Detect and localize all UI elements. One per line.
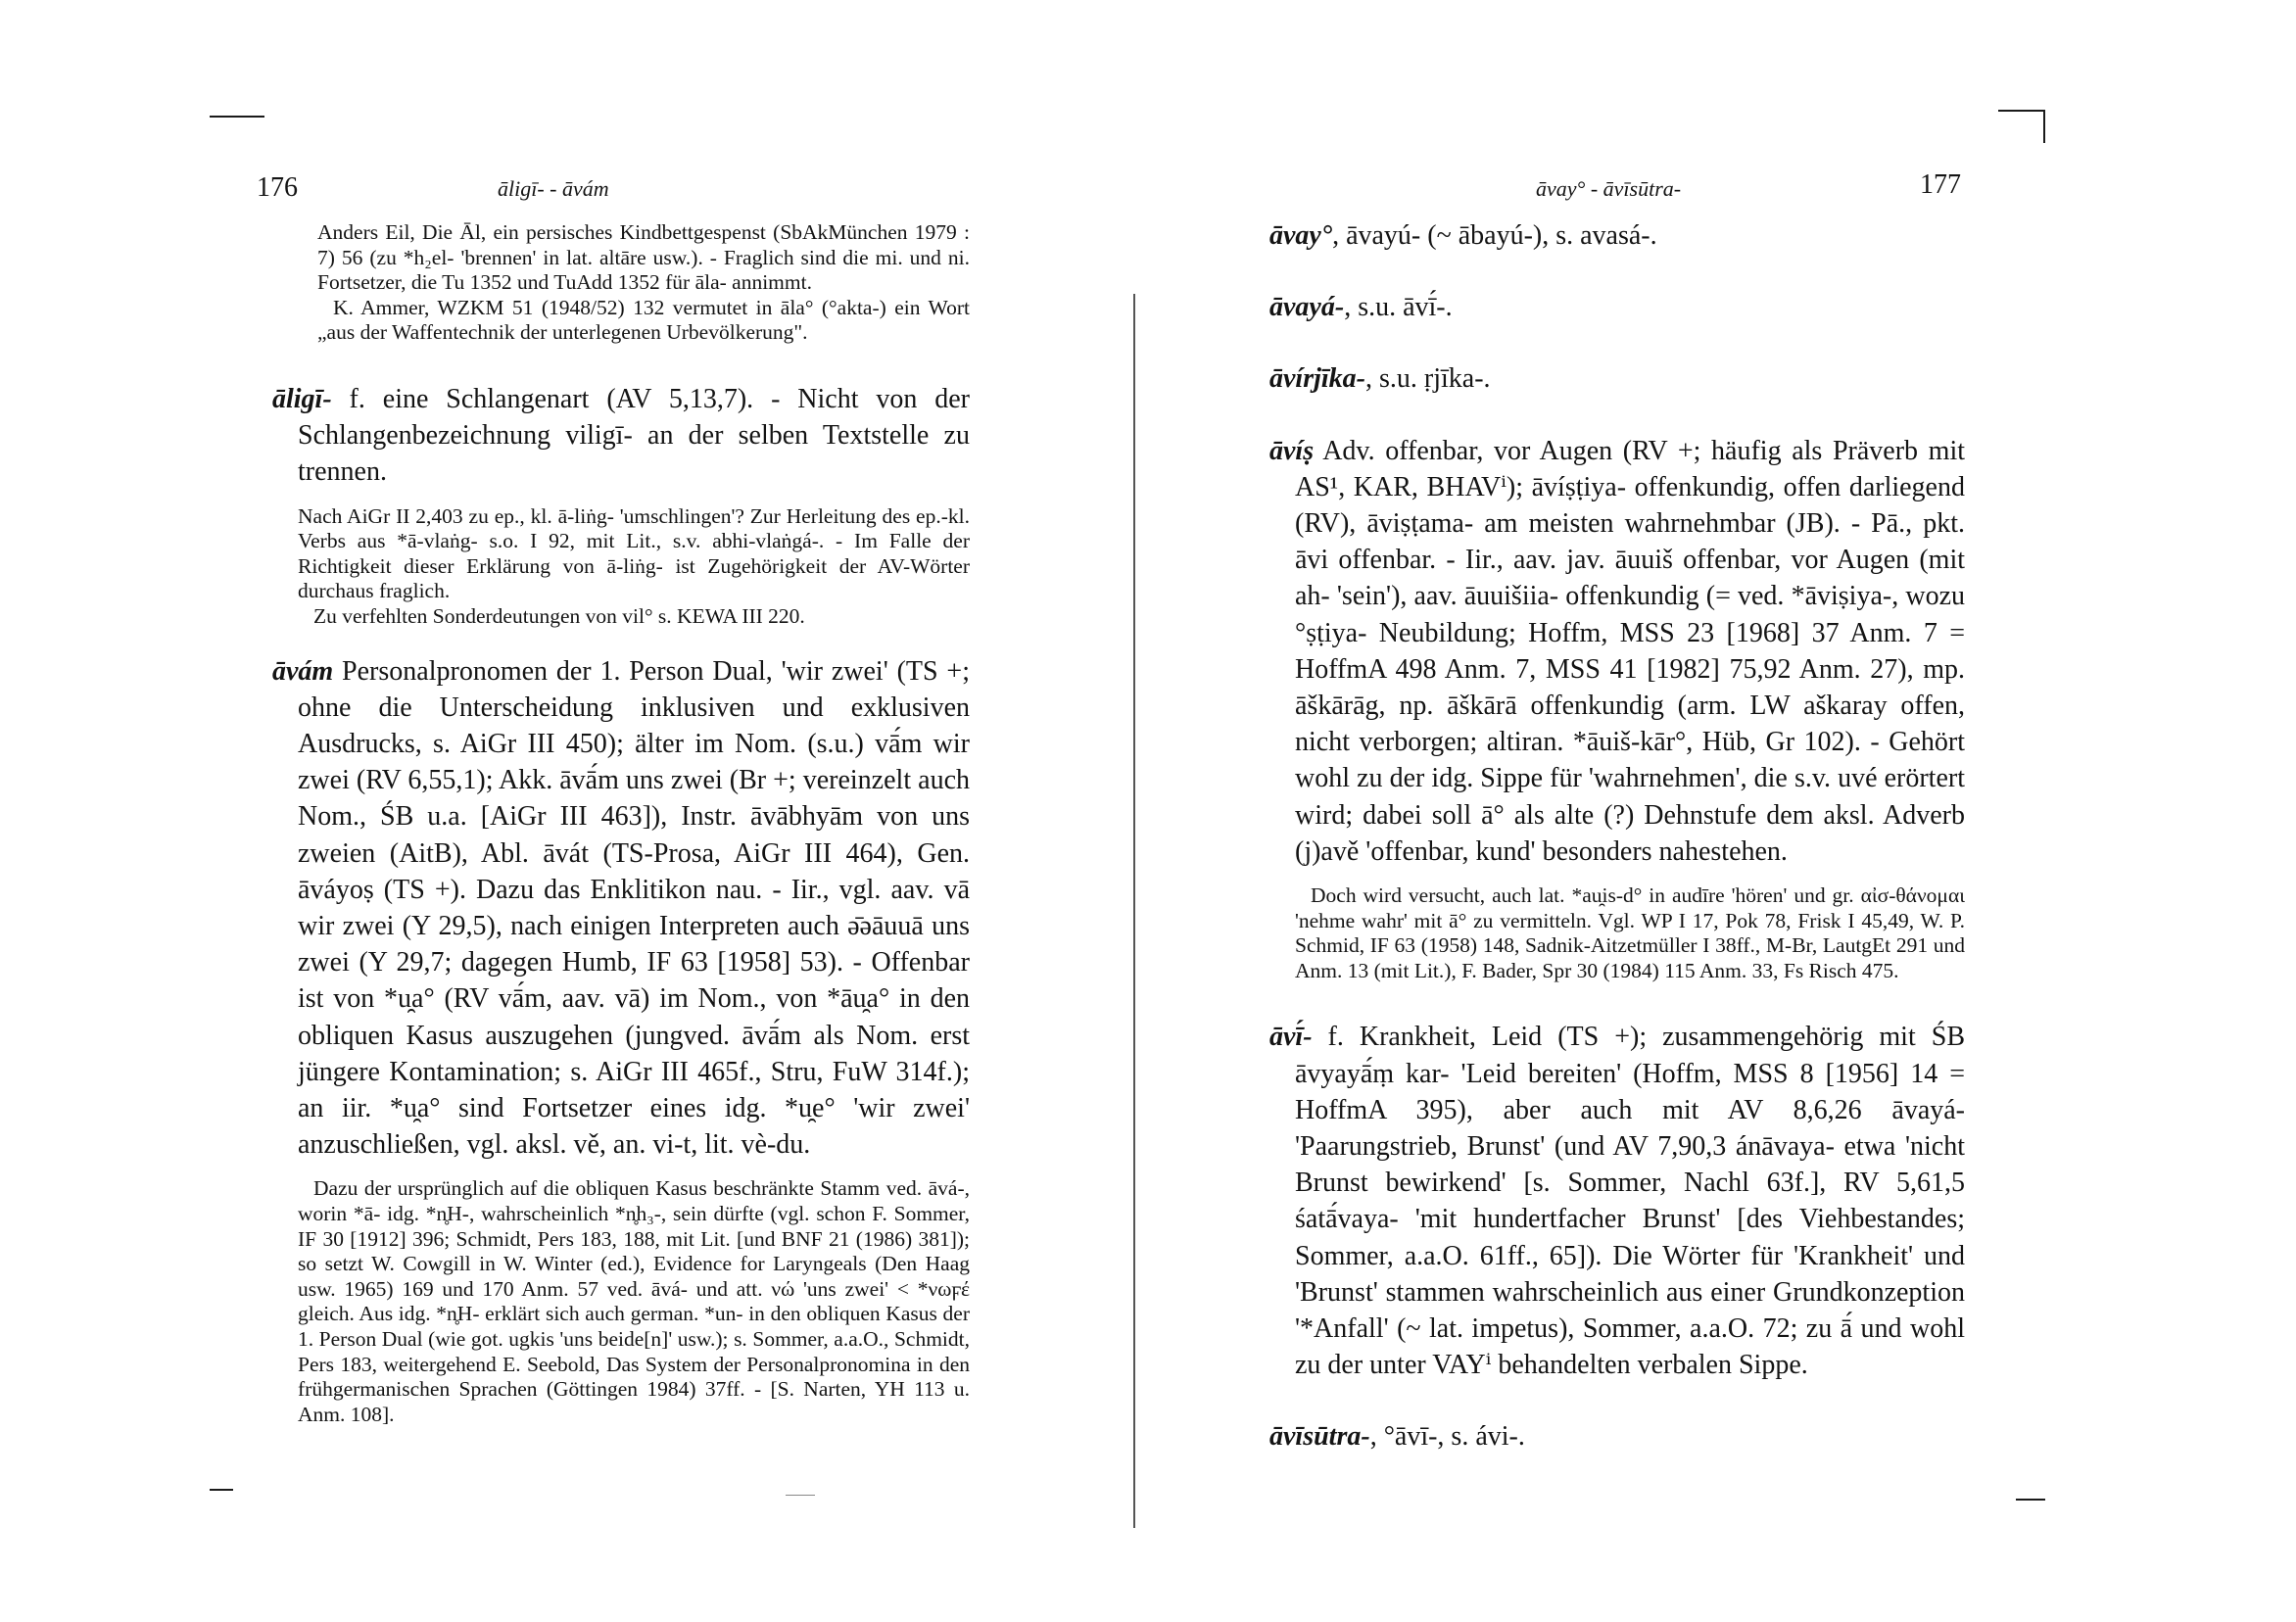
headword: āvírjīka-	[1269, 363, 1365, 395]
aligi-note-1: Nach AiGr II 2,403 zu ep., kl. ā-liṅg- 'umschlingen'? Zur Herleitung des ep.-kl. Verbs aus *ā-vlaṅg- s.o. I 92, mit Lit., s.v. abhi-vlaṅgá-. - Im Falle der Richtigkeit dieser Erklärung von ā-liṅg- ist Zugehörigkeit der AV-Wörter durchaus fraglich.	[298, 503, 970, 603]
headword: āvíṣ	[1269, 435, 1315, 466]
entry-avam	[272, 653, 970, 1164]
entry-text: , s.u. ṛjīka-.	[1365, 363, 1491, 395]
right-page	[1136, 0, 2296, 1622]
intro-note-1: Anders Eil, Die Āl, ein persisches Kindbettgespenst (SbAkMünchen 1979 : 7) 56 (zu *h₂el- 'brennen' in lat. altāre usw.). - Fraglich sind die mi. und ni. Fortsetzer, die Tu 1352 und TuAdd 1352 für āla- annimmt.	[317, 220, 970, 295]
headword: āligī-	[272, 383, 332, 414]
crop-mark	[786, 1495, 815, 1496]
headword: āvīsūtra-	[1269, 1421, 1370, 1453]
headword: āvám	[272, 655, 334, 687]
page-number: 177	[1920, 169, 1961, 200]
left-text-column	[272, 220, 970, 1427]
crop-mark	[1998, 110, 2045, 112]
entry-avay	[1269, 217, 1965, 254]
entry-avis	[1269, 433, 1965, 870]
right-text-column	[1269, 217, 1965, 1455]
entry-text: Adv. offenbar, vor Augen (RV +; häufig als Präverb mit AS¹, KAR, BHAVⁱ); āvíṣṭiya- offenkundig, offen darliegend (RV), āviṣṭama- am meisten wahrnehmbar (JB). - Pā., pkt. āvi offenbar. - Iir., aav. jav. āuuiš offenbar, vor Augen (mit ah- 'sein'), aav. āuuišiia- offenkundig (= ved. *āviṣiya-, wozu °ṣṭiya- Neubildung; Hoffm, MSS 23 [1968] 37 Anm. 7 = HoffmA 498 Anm. 7, MSS 41 [1982] 75,92 Anm. 27), mp. āškārāg, np. āškārā offenkundig (arm. LW aškaray offen, nicht verborgen; altiran. *āuiš-kār°, Hüb, Gr 102). - Gehört wohl zu der idg. Sippe für 'wahrnehmen', die s.v. uvé erörtert wird; dabei soll ā° als alte (?) Dehnstufe dem aksl. Adverb (j)avě 'offenbar, kund' besonders nahestehen.	[1295, 435, 1965, 867]
entry-avirjika	[1269, 360, 1965, 397]
entry-text: , °āvī-, s. ávi-.	[1369, 1421, 1525, 1453]
avis-note: Doch wird versucht, auch lat. *au̯is-d° in audīre 'hören' und gr. αἰσ-θάνομαι 'nehme wahr' mit ā° zu vermitteln. Vgl. WP I 17, Pok 78, Frisk I 45,49, W. P. Schmid, IF 63 (1958) 148, Sadnik-Aitzetmüller I 38ff., M-Br, LautgEt 291 und Anm. 13 (mit Lit.), F. Bader, Spr 30 (1984) 115 Anm. 33, Fs Risch 475.	[1295, 883, 1965, 982]
gutter-line	[1133, 294, 1135, 1528]
entry-avaya	[1269, 289, 1965, 325]
page-number: 176	[257, 172, 298, 203]
crop-mark	[210, 1489, 233, 1491]
crop-mark	[2043, 110, 2045, 143]
avam-note: Dazu der ursprünglich auf die obliquen Kasus beschränkte Stamm ved. āvá-, worin *ā- idg. *n̥H-, wahrscheinlich *n̥h₃-, sein dürfte (vgl. schon F. Sommer, IF 30 [1912] 396; Schmidt, Pers 183, 188, mit Lit. [und BNF 21 (1986) 381]); so setzt W. Cowgill in W. Winter (ed.), Evidence for Laryngeals (Den Haag usw. 1965) 169 und 170 Anm. 57 ved. āvá- und att. νώ 'uns zwei' < *νωϝέ gleich. Aus idg. *n̥H- erklärt sich auch german. *un- in den obliquen Kasus der 1. Person Dual (wie got. ugkis 'uns beide[n]' usw.); s. Sommer, a.a.O., Schmidt, Pers 183, weitergehend E. Seebold, Das System der Personalpronomina in den frühgermanischen Sprachen (Göttingen 1984) 37ff. - [S. Narten, YH 113 u. Anm. 108].	[298, 1176, 970, 1426]
running-head: āligī- - āvám	[498, 176, 609, 201]
crop-mark	[210, 116, 264, 118]
aligi-note-2: Zu verfehlten Sonderdeutungen von vil° s. KEWA III 220.	[313, 603, 805, 628]
crop-mark	[2016, 1499, 2045, 1501]
entry-avisutra	[1269, 1418, 1965, 1455]
intro-note-2: K. Ammer, WZKM 51 (1948/52) 132 vermutet in āla° (°akta-) ein Wort „aus der Waffentechnik der unterlegenen Urbevölkerung".	[317, 295, 970, 345]
entry-text: Personalpronomen der 1. Person Dual, 'wir zwei' (TS +; ohne die Unterscheidung inklusiven und exklusiven Ausdrucks, s. AiGr III 450); älter im Nom. (s.u.) vā́m wir zwei (RV 6,55,1); Akk. āvā́m uns zwei (Br +; vereinzelt auch Nom., ŚB u.a. [AiGr III 463]), Instr. āvābhyām von uns zweien (AitB), Abl. āvát (TS-Prosa, AiGr III 464), Gen. āváyoṣ (TS +). Dazu das Enklitikon nau. - Iir., vgl. aav. vā wir zwei (Y 29,5), nach einigen Interpreten auch ə̄əāuuā uns zwei (Y 29,7; dagegen Humb, IF 63 [1958] 53). - Offenbar ist von *u̯a° (RV vā́m, aav. vā) im Nom., von *āu̯a° in den obliquen Kasus auszugehen (jungved. āvā́m als Nom. erst jüngere Kontamination; s. AiGr III 465f., Stru, FuW 314f.); an iir. *u̯a° sind Fortsetzer eines idg. *u̯e° 'wir zwei' anzuschließen, vgl. aksl. vě, an. vi-t, lit. vè-du.	[298, 655, 970, 1161]
entry-aligi	[272, 381, 970, 491]
left-page	[0, 0, 1136, 1622]
headword: āvay°	[1269, 220, 1333, 251]
entry-text: , āvayú- (~ ābayú-), s. avasá-.	[1332, 220, 1657, 251]
entry-avi	[1269, 1019, 1965, 1383]
entry-text: , s.u. āvī́-.	[1344, 292, 1453, 323]
entry-text: f. Krankheit, Leid (TS +); zusammengehörig mit ŚB āvyayā́ṃ kar- 'Leid bereiten' (Hoffm, MSS 8 [1956] 14 = HoffmA 395), aber auch mit AV 8,6,26 āvayá- 'Paarungstrieb, Brunst' (und AV 7,90,3 ánāvaya- etwa 'nicht Brunst bewirkend' [s. Sommer, Nachl 63f.], RV 5,61,5 śatā́vaya- 'mit hundertfacher Brunst' [des Viehbestandes; Sommer, a.a.O. 61ff., 65]). Die Wörter für 'Krankheit' und 'Brunst' stammen wahrscheinlich aus einer Grundkonzeption '*Anfall' (~ lat. impetus), Sommer, a.a.O. 72; zu ā́ und wohl zu der unter VAYⁱ behandelten verbalen Sippe.	[1295, 1022, 1965, 1381]
headword: āvayá-	[1269, 292, 1345, 323]
headword: āvī́-	[1269, 1022, 1313, 1053]
entry-text: f. eine Schlangenart (AV 5,13,7). - Nicht von der Schlangenbezeichnung viligī- an der selben Textstelle zu trennen.	[298, 383, 970, 488]
running-head: āvay° - āvīsūtra-	[1536, 176, 1682, 201]
